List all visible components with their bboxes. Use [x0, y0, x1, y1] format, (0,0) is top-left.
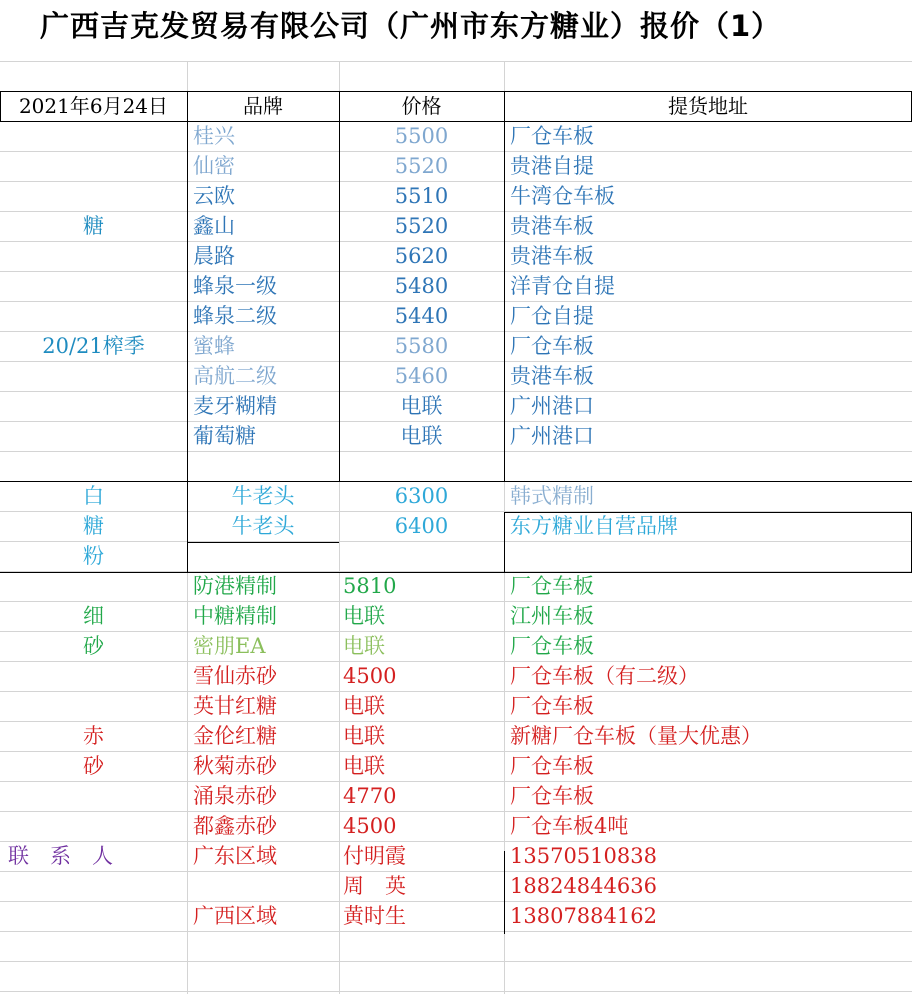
brand-cell: 蜜蜂 — [193, 334, 235, 358]
price-cell: 电联 — [343, 604, 385, 628]
brand-cell: 牛老头 — [231, 514, 295, 538]
table-border — [187, 542, 339, 543]
brand-cell: 雪仙赤砂 — [193, 664, 277, 688]
contact-name: 黄时生 — [343, 904, 406, 928]
price-cell: 电联 — [343, 754, 385, 778]
header-date: 2021年6月24日 — [18, 94, 169, 118]
phone-cell: 18824844636 — [510, 874, 657, 898]
brand-cell: 都鑫赤砂 — [193, 814, 277, 838]
category-label: 赤 — [83, 724, 104, 748]
price-cell: 4770 — [343, 784, 397, 808]
address-cell: 牛湾仓车板 — [510, 184, 615, 208]
price-cell: 5440 — [394, 304, 449, 328]
brand-cell: 蜂泉二级 — [193, 304, 277, 328]
address-cell: 东方糖业自营品牌 — [510, 514, 678, 538]
brand-cell: 秋菊赤砂 — [193, 754, 277, 778]
category-label: 砂 — [83, 634, 104, 658]
table-border — [187, 121, 188, 481]
price-cell: 电联 — [343, 634, 385, 658]
contact-label: 联 系 人 — [8, 844, 113, 868]
brand-cell: 英甘红糖 — [193, 694, 277, 718]
season-label: 20/21榨季 — [42, 334, 145, 358]
address-cell: 韩式精制 — [510, 484, 594, 508]
address-cell: 新糖厂仓车板（量大优惠） — [510, 724, 762, 748]
address-cell: 贵港车板 — [510, 244, 594, 268]
address-cell: 贵港车板 — [510, 364, 594, 388]
price-cell: 电联 — [400, 424, 443, 448]
price-cell: 电联 — [400, 394, 443, 418]
price-cell: 5620 — [394, 244, 449, 268]
address-cell: 厂仓车板 — [510, 124, 594, 148]
brand-cell: 金伦红糖 — [193, 724, 277, 748]
address-cell: 洋青仓自提 — [510, 274, 615, 298]
phone-cell: 13807884162 — [510, 904, 657, 928]
brand-cell: 仙密 — [193, 154, 235, 178]
page-title: 广西吉克发贸易有限公司（广州市东方糖业）报价（1） — [40, 9, 782, 43]
table-border — [504, 512, 505, 572]
address-cell: 江州车板 — [510, 604, 594, 628]
contact-name: 周 英 — [343, 874, 406, 898]
brand-cell: 晨路 — [193, 244, 235, 268]
brand-cell: 密朋EA — [193, 634, 266, 658]
address-cell: 厂仓车板 — [510, 784, 594, 808]
address-cell: 广州港口 — [510, 394, 594, 418]
price-cell: 5520 — [394, 214, 449, 238]
gridline — [0, 451, 912, 452]
category-label: 粉 — [83, 544, 104, 568]
address-cell: 厂仓车板 — [510, 754, 594, 778]
category-label: 糖 — [83, 514, 104, 538]
price-cell: 电联 — [343, 724, 385, 748]
contact-name: 付明霞 — [343, 844, 406, 868]
price-cell: 4500 — [343, 814, 397, 838]
table-border — [504, 121, 505, 481]
address-cell: 贵港车板 — [510, 214, 594, 238]
price-cell: 5460 — [394, 364, 449, 388]
address-cell: 厂仓车板 — [510, 634, 594, 658]
address-cell: 厂仓车板4吨 — [510, 814, 629, 838]
address-cell: 广州港口 — [510, 424, 594, 448]
phone-cell: 13570510838 — [510, 844, 657, 868]
price-cell: 5480 — [394, 274, 449, 298]
address-cell: 厂仓车板 — [510, 334, 594, 358]
gridline — [0, 931, 912, 932]
address-cell: 贵港自提 — [510, 154, 594, 178]
brand-cell: 葡萄糖 — [193, 424, 256, 448]
category-label: 糖 — [83, 214, 104, 238]
price-cell: 5520 — [394, 154, 449, 178]
address-cell: 厂仓车板 — [510, 574, 594, 598]
gridline — [0, 961, 912, 962]
brand-cell: 高航二级 — [193, 364, 277, 388]
brand-cell: 鑫山 — [193, 214, 235, 238]
address-cell: 厂仓自提 — [510, 304, 594, 328]
gridline — [0, 991, 912, 992]
price-cell: 6300 — [394, 484, 449, 508]
brand-cell: 防港精制 — [193, 574, 277, 598]
address-cell: 厂仓车板（有二级） — [510, 664, 699, 688]
brand-cell: 涌泉赤砂 — [193, 784, 277, 808]
header-brand: 品牌 — [243, 94, 283, 118]
category-label: 细 — [83, 604, 104, 628]
price-cell: 5500 — [394, 124, 449, 148]
brand-cell: 桂兴 — [193, 124, 235, 148]
category-label: 白 — [83, 484, 104, 508]
price-cell: 电联 — [343, 694, 385, 718]
price-cell: 4500 — [343, 664, 397, 688]
region-cell: 广西区域 — [193, 904, 277, 928]
brand-cell: 蜂泉一级 — [193, 274, 277, 298]
table-border — [504, 851, 505, 934]
region-cell: 广东区域 — [193, 844, 277, 868]
address-cell: 厂仓车板 — [510, 694, 594, 718]
brand-cell: 麦牙糊精 — [193, 394, 277, 418]
header-price: 价格 — [401, 94, 442, 118]
brand-cell: 中糖精制 — [193, 604, 277, 628]
price-cell: 5810 — [343, 574, 397, 598]
price-cell: 5510 — [394, 184, 449, 208]
brand-cell: 牛老头 — [231, 484, 295, 508]
price-cell: 6400 — [394, 514, 449, 538]
gridline — [0, 61, 912, 62]
category-label: 砂 — [83, 754, 104, 778]
price-cell: 5580 — [394, 334, 449, 358]
brand-cell: 云欧 — [193, 184, 235, 208]
header-address: 提货地址 — [668, 94, 748, 118]
